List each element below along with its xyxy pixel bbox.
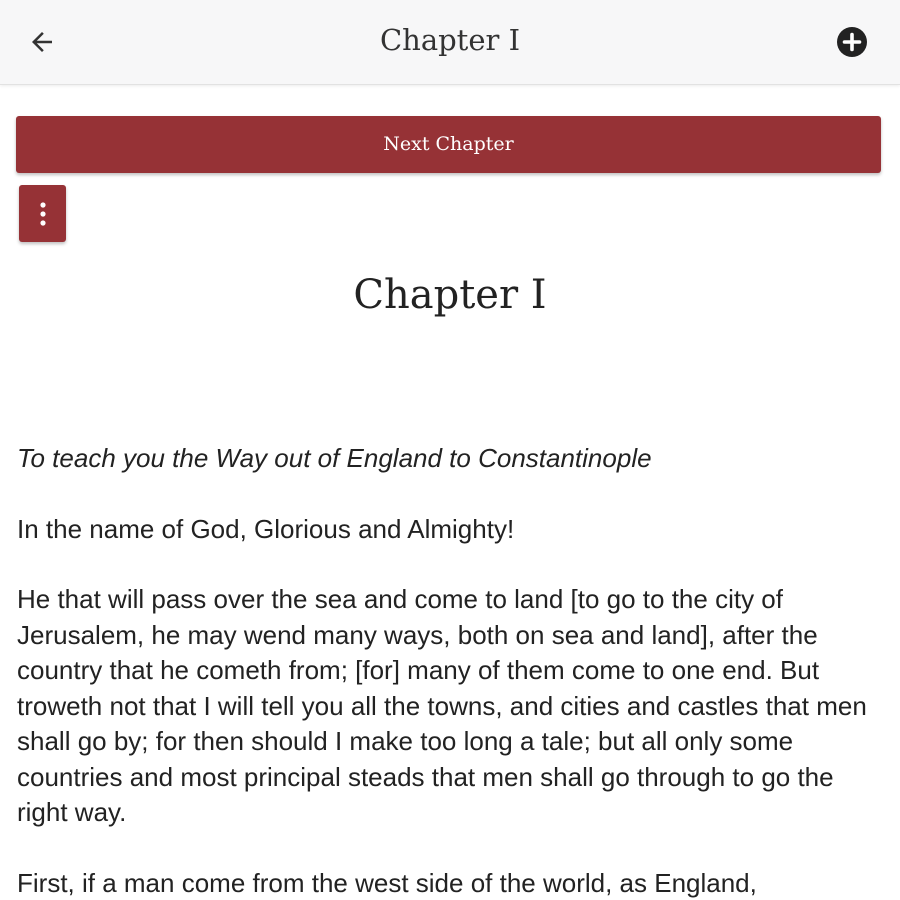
add-button[interactable] xyxy=(832,22,872,62)
chapter-content xyxy=(17,441,887,900)
chapter-subtitle: To teach you the Way out of England to Constantinople xyxy=(17,443,652,473)
next-chapter-button[interactable]: Next Chapter xyxy=(16,116,881,173)
page-title: Chapter I xyxy=(379,23,521,57)
plus-circle-icon xyxy=(834,24,870,60)
top-app-bar xyxy=(0,0,900,85)
chapter-paragraph: In the name of God, Glorious and Almighty! xyxy=(17,513,515,544)
chapter-paragraph: First, if a man come from the west side of the world, as England, xyxy=(17,867,757,898)
chapter-paragraph: He that will pass over the sea and come to land [to go to the city of Jerusalem, he may wend many ways, both on sea and land], after the country that he cometh from; [for] many of them come to one end. But troweth not that I will tell you all the towns, and cities and castles that men shall go by; for then should I make too long a tale; but all only some countries and most principal steads that men shall go through to go the right way. xyxy=(17,584,867,827)
chapter-heading: Chapter I xyxy=(353,272,547,318)
chapter-menu-button[interactable] xyxy=(19,185,66,242)
more-vertical-icon xyxy=(38,200,48,228)
